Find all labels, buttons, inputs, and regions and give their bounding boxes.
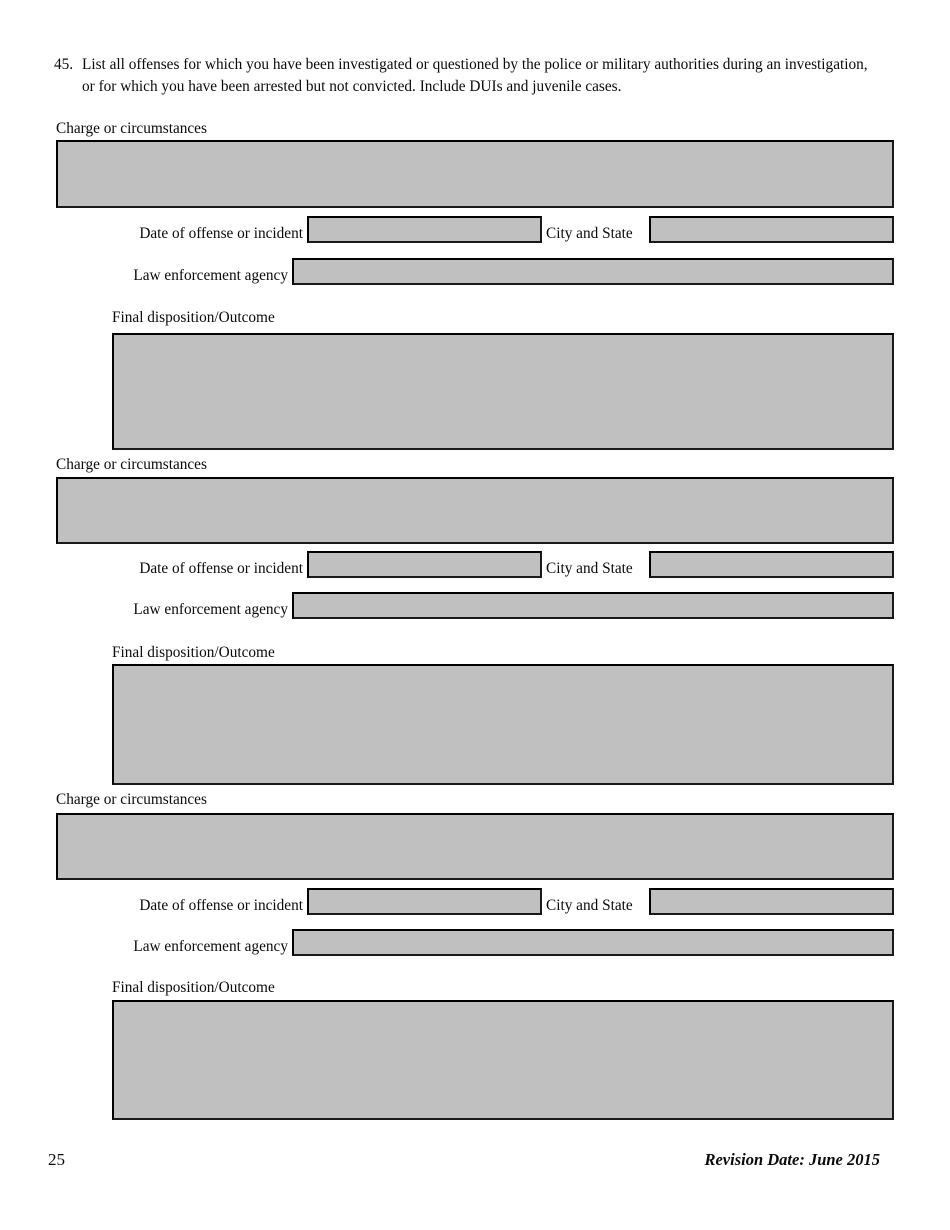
city-and-state-label-3: City and State [546,897,633,914]
charge-field-3[interactable] [56,813,894,880]
date-of-offense-label-2: Date of offense or incident [139,560,303,577]
city-and-state-field-2[interactable] [649,551,894,578]
date-of-offense-field-3[interactable] [307,888,542,915]
date-of-offense-field-2[interactable] [307,551,542,578]
final-disposition-field-3[interactable] [112,1000,894,1120]
final-disposition-field-2[interactable] [112,664,894,785]
date-of-offense-label-1: Date of offense or incident [139,225,303,242]
charge-label-3: Charge or circumstances [56,791,207,808]
final-disposition-label-2: Final disposition/Outcome [112,644,275,661]
law-enforcement-field-3[interactable] [292,929,894,956]
law-enforcement-field-1[interactable] [292,258,894,285]
law-enforcement-field-2[interactable] [292,592,894,619]
question-45 [54,54,884,97]
city-and-state-field-3[interactable] [649,888,894,915]
city-and-state-field-1[interactable] [649,216,894,243]
law-enforcement-label-3: Law enforcement agency [133,938,288,955]
charge-field-2[interactable] [56,477,894,544]
revision-date: Revision Date: June 2015 [704,1150,880,1169]
final-disposition-field-1[interactable] [112,333,894,450]
city-and-state-label-1: City and State [546,225,633,242]
law-enforcement-label-2: Law enforcement agency [133,601,288,618]
date-of-offense-label-3: Date of offense or incident [139,897,303,914]
charge-field-1[interactable] [56,140,894,208]
charge-label-2: Charge or circumstances [56,456,207,473]
city-and-state-label-2: City and State [546,560,633,577]
final-disposition-label-1: Final disposition/Outcome [112,309,275,326]
question-number: 45. [54,56,74,73]
law-enforcement-label-1: Law enforcement agency [133,267,288,284]
page-number: 25 [48,1150,65,1169]
question-text: List all offenses for which you have been investigated or questioned by the police or military authorities during an investigation, or for which you have been arrested but not convicted. Include DUIs and juvenile cases. [82,56,868,95]
final-disposition-label-3: Final disposition/Outcome [112,979,275,996]
date-of-offense-field-1[interactable] [307,216,542,243]
charge-label-1: Charge or circumstances [56,120,207,137]
